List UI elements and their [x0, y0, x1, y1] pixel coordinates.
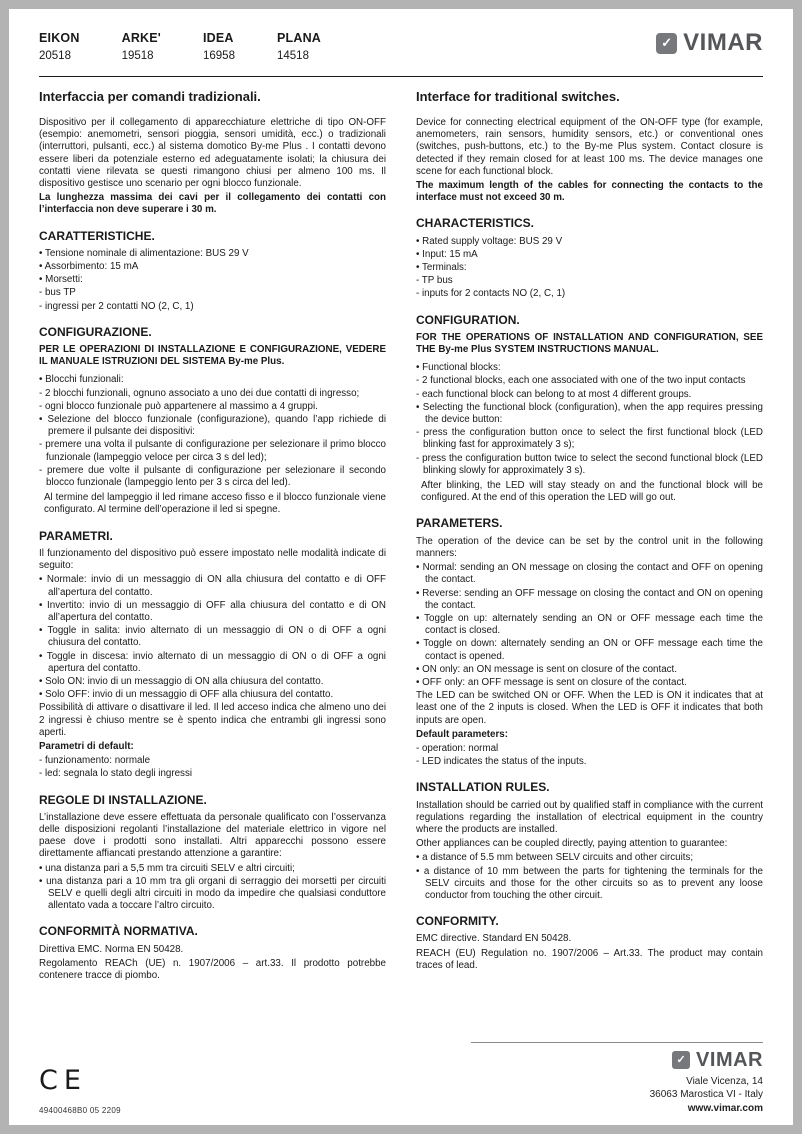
bullet-item: • Normal: sending an ON message on closing the contact and OFF on opening the contact. — [416, 562, 763, 586]
section-heading: CONFIGURATION. — [416, 312, 520, 327]
paragraph: The operation of the device can be set by the control unit in the following manners: — [416, 535, 763, 559]
vimar-check-icon: ✓ — [672, 1051, 690, 1069]
product-arke — [122, 31, 161, 62]
paragraph: REACH (EU) Regulation no. 1907/2006 – Art.33. The product may contain traces of lead. — [416, 947, 763, 971]
bullet-item: • Normale: invio di un messaggio di ON alla chiusura del contatto e di OFF all’apertura del contatto. — [39, 574, 386, 598]
bullet-item: • Morsetti: — [39, 274, 83, 286]
bullet-item: • Toggle on down: alternately sending an ON or OFF message each time the contact is opened. — [416, 638, 763, 662]
bold-note: PER LE OPERAZIONI DI INSTALLAZIONE E CONFIGURAZIONE, VEDERE IL MANUALE ISTRUZIONI DEL SISTEMA By-me Plus. — [39, 344, 386, 368]
vimar-logo-text: VIMAR — [683, 29, 763, 56]
paragraph: Possibilità di attivare o disattivare il led. Il led acceso indica che almeno uno dei 2 ingressi è chiuso mentre se è spento indica che entrambi gli ingressi sono aperti. — [39, 702, 386, 738]
section-heading: CONFORMITÀ NORMATIVA. — [39, 924, 198, 939]
address-line-1: Viale Vicenza, 14 — [686, 1075, 763, 1087]
column-title-italian: Interfaccia per comandi tradizionali. — [39, 89, 261, 104]
paragraph: Dispositivo per il collegamento di apparecchiature elettriche di tipo ON-OFF (esempio: anemometri, sensori pioggia, sensori umidità, ecc.) o tradizionali (interruttori, pulsanti, ecc.) al sistema domotico By-me Plus . I contatti devono essere liberi da potenziale esterno ed adeguatamente isolati; la chiusura dei contatti viene rilevata se questi rimangono chiusi per almeno 100 ms. Il dispositivo gestisce uno scenario per ogni blocco funzionale. — [39, 117, 386, 190]
product-code: 20518 — [39, 50, 71, 62]
vimar-logo-footer — [471, 1050, 763, 1070]
section-heading: CHARACTERISTICS. — [416, 216, 535, 231]
dash-item: - press the configuration button once to select the first functional block (LED blinking fast for approximately 3 s); — [416, 427, 763, 451]
footer-left — [39, 1065, 121, 1115]
dash-item: - 2 blocchi funzionali, ognuno associato a uno dei due contatti di ingresso; — [39, 387, 360, 399]
bullet-item: • Blocchi funzionali: — [39, 374, 124, 386]
bold-paragraph: Parametri di default: — [39, 740, 134, 752]
column-body-italian — [39, 117, 386, 982]
footer — [39, 1042, 763, 1116]
section-heading: CONFIGURAZIONE. — [39, 324, 152, 339]
product-plana — [277, 31, 321, 62]
product-code: 19518 — [121, 50, 154, 62]
bullet-item: • Tensione nominale di alimentazione: BUS 29 V — [39, 247, 249, 259]
bullet-item: • ON only: an ON message is sent on closure of the contact. — [416, 663, 677, 675]
bold-paragraph: The maximum length of the cables for connecting the contacts to the interface must not exceed 30 m. — [416, 180, 763, 204]
bullet-item: • Rated supply voltage: BUS 29 V — [416, 235, 563, 247]
bullet-item: • Selezione del blocco funzionale (configurazione), quando l’app richiede di premere il pulsante dei dispositivi: — [39, 414, 386, 438]
bullet-item: • a distance of 10 mm between the parts for tightening the terminals for the SELV circuits and those for the other circuits so as to prevent any loose conductor from touching the other circuit. — [416, 865, 763, 901]
dash-item: - press the configuration button twice to select the second functional block (LED blinking slowly for approximately 3 s). — [416, 452, 763, 476]
dash-item: - premere due volte il pulsante di configurazione per selezionare il secondo blocco funzionale (lampeggio lento per 3 s circa del led). — [39, 464, 386, 489]
bullet-item: • Toggle on up: alternately sending an ON or OFF message each time the contact is closed. — [416, 612, 763, 637]
dash-item: - TP bus — [416, 275, 453, 287]
vimar-logo-text: VIMAR — [696, 1048, 763, 1071]
section-heading: INSTALLATION RULES. — [416, 780, 550, 795]
header — [39, 31, 763, 62]
dash-item: - each functional block can belong to at most 4 different groups. — [416, 388, 692, 400]
bullet-item: • Functional blocks: — [416, 362, 501, 374]
product-code: 16958 — [203, 50, 235, 62]
bullet-item: • Solo ON: invio di un messaggio di ON alla chiusura del contatto. — [39, 675, 324, 687]
section-heading: REGOLE DI INSTALLAZIONE. — [39, 792, 207, 807]
bullet-item: • Reverse: sending an OFF message on closing the contact and ON on opening the contact. — [416, 587, 763, 611]
dash-item: - bus TP — [39, 287, 76, 299]
dash-item: - ogni blocco funzionale può appartenere al massimo a 4 gruppi. — [39, 400, 318, 412]
section-heading: CARATTERISTICHE. — [39, 228, 155, 243]
content-columns — [39, 89, 763, 984]
bold-note: FOR THE OPERATIONS OF INSTALLATION AND CONFIGURATION, SEE THE By-me Plus SYSTEM INSTRUCTIONS MANUAL. — [416, 331, 763, 356]
bullet-item: • Invertito: invio di un messaggio di OFF alla chiusura del contatto e di ON all’apertura del contatto. — [39, 599, 386, 623]
section-heading: PARAMETERS. — [416, 516, 503, 531]
column-english — [416, 89, 763, 984]
bullet-item: • Terminals: — [416, 262, 467, 274]
bullet-item: • Toggle in discesa: invio alternato di un messaggio di ON o di OFF a ogni apertura del contatto. — [39, 650, 386, 674]
product-idea — [203, 31, 235, 62]
dash-item: - LED indicates the status of the inputs. — [416, 756, 587, 768]
product-code: 14518 — [276, 50, 309, 62]
dash-item: - operation: normal — [416, 742, 499, 754]
vimar-check-icon: ✓ — [656, 33, 677, 54]
indented-paragraph: Al termine del lampeggio il led rimane acceso fisso e il blocco funzionale viene configurato. Al termine dell’operazione il led si spegne. — [44, 492, 386, 516]
product-name: ARKE' — [121, 31, 161, 45]
datasheet-page — [9, 9, 793, 1125]
bullet-item: • una distanza pari a 10 mm tra gli organi di serraggio dei morsetti per circuiti SELV e quelli degli altri circuiti in modo da impedire che qualsiasi conduttore allentato vada a toccare l’altro circuito. — [39, 875, 386, 912]
dash-item: - 2 functional blocks, each one associated with one of the two input contacts — [416, 375, 746, 387]
product-name: EIKON — [39, 31, 80, 45]
bullet-item: • Toggle in salita: invio alternato di un messaggio di ON o di OFF a ogni chiusura del contatto. — [39, 625, 386, 649]
vimar-logo — [656, 31, 763, 55]
indented-paragraph: After blinking, the LED will stay steady on and the functional block will be configured. At the end of this operation the LED will go out. — [421, 480, 763, 504]
bold-paragraph: Default parameters: — [416, 728, 509, 740]
bullet-item: • Selecting the functional block (configuration), when the app requires pressing the device button: — [416, 401, 763, 426]
vimar-website: www.vimar.com — [687, 1102, 763, 1114]
address-line-2: 36063 Marostica VI - Italy — [649, 1089, 763, 1100]
bullet-item: • Input: 15 mA — [416, 248, 478, 260]
bold-paragraph: La lunghezza massima dei cavi per il collegamento dei contatti con l’interfaccia non deve superare i 30 m. — [39, 192, 386, 216]
paragraph: The LED can be switched ON or OFF. When the LED is ON it indicates that at least one of the 2 inputs is closed. When the LED is OFF it indicates that both inputs are open. — [416, 690, 763, 726]
dash-item: - led: segnala lo stato degli ingressi — [39, 768, 193, 780]
header-divider — [39, 76, 763, 77]
product-name: IDEA — [203, 31, 234, 45]
bullet-item: • Assorbimento: 15 mA — [39, 261, 139, 273]
dash-item: - funzionamento: normale — [39, 755, 151, 767]
column-title-english: Interface for traditional switches. — [416, 89, 620, 104]
bullet-item: • una distanza pari a 5,5 mm tra circuiti SELV e altri circuiti; — [39, 862, 295, 874]
document-code: 49400468B0 05 2209 — [39, 1106, 121, 1115]
paragraph: Regolamento REACh (UE) n. 1907/2006 – art.33. Il prodotto potrebbe contenere tracce di piombo. — [39, 957, 386, 981]
dash-item: - ingressi per 2 contatti NO (2, C, 1) — [39, 300, 194, 312]
column-body-english — [416, 117, 763, 972]
section-heading: PARAMETRI. — [39, 528, 113, 543]
bullet-item: • OFF only: an OFF message is sent on closure of the contact. — [416, 676, 687, 688]
paragraph: Il funzionamento del dispositivo può essere impostato nelle modalità indicate di seguito: — [39, 547, 386, 572]
dash-item: - inputs for 2 contacts NO (2, C, 1) — [416, 288, 566, 300]
product-name: PLANA — [276, 31, 322, 45]
paragraph: EMC directive. Standard EN 50428. — [416, 933, 572, 945]
paragraph: Device for connecting electrical equipment of the ON-OFF type (for example, anemometers, rain sensors, humidity sensors, etc.) or conventional ones (switches, push-buttons, etc.) to the By-me Plus system. Contact closure is detected if they remain closed for at least 100 ms. The device manages one scene for each functional block. — [416, 117, 763, 177]
paragraph: Other appliances can be coupled directly, paying attention to guarantee: — [416, 838, 728, 850]
paragraph: L’installazione deve essere effettuata da personale qualificato con l’osservanza delle disposizioni regolanti l’installazione del materiale elettrico in vigore nel paese dove i prodotti sono installati. Altri apparecchi possono essere direttamente affiancati prestando attenzione a garantire: — [39, 811, 386, 860]
ce-mark: CE — [39, 1065, 87, 1096]
product-eikon — [39, 31, 80, 62]
paragraph: Installation should be carried out by qualified staff in compliance with the current regulations regarding the installation of electrical equipment in the country where the products are installed. — [416, 799, 763, 835]
paragraph: Direttiva EMC. Norma EN 50428. — [39, 943, 184, 955]
column-italian — [39, 89, 386, 984]
bullet-item: • Solo OFF: invio di un messaggio di OFF alla chiusura del contatto. — [39, 689, 334, 701]
product-list — [39, 31, 321, 62]
bullet-item: • a distance of 5.5 mm between SELV circuits and other circuits; — [416, 852, 694, 864]
footer-address-block — [471, 1042, 763, 1116]
section-heading: CONFORMITY. — [416, 914, 499, 929]
dash-item: - premere una volta il pulsante di configurazione per selezionare il primo blocco funzionale (lampeggio veloce per circa 3 s del led); — [39, 439, 386, 463]
